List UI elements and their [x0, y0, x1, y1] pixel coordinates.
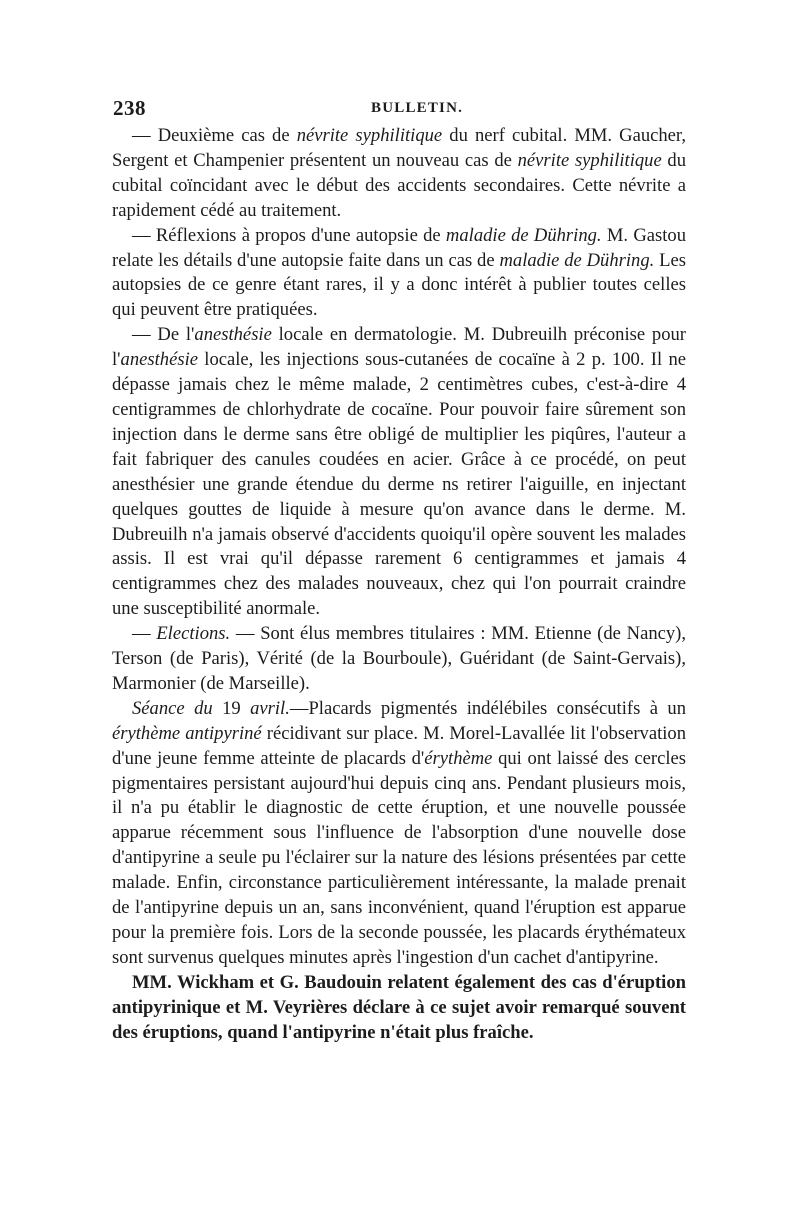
paragraph-maladie-de-duhring — [112, 224, 686, 324]
italic-term: érythème antipyriné — [112, 722, 262, 744]
italic-term: anesthésie — [194, 324, 272, 346]
paragraph-elections — [112, 622, 686, 697]
italic-term: névrite syphilitique — [517, 149, 662, 171]
italic-term: anesthésie — [120, 349, 198, 371]
page-number: 238 — [113, 96, 146, 120]
text-run: locale en dermatologie. M. Dubreuilh préconise pour l' — [112, 324, 686, 371]
page-header — [113, 96, 685, 122]
text-run: 19 — [212, 697, 251, 719]
italic-term: maladie de Dühring. — [499, 249, 655, 271]
paragraph-nevrite-syphilitique — [112, 124, 686, 224]
paragraph-seance-19-avril — [112, 697, 686, 971]
italic-term: avril. — [250, 697, 290, 719]
text-run: MM. Wickham et G. Baudouin relatent également des cas d'éruption antipyrinique et M. Veyrières déclare à ce sujet avoir remarqué souvent des éruptions, quand l'antipyrine n'était plus fraîche. — [112, 971, 686, 1043]
paragraph-anesthesie-locale — [112, 323, 686, 622]
text-run: —Placards pigmentés indélébiles consécutifs à un — [289, 697, 686, 719]
italic-term: érythème — [424, 747, 493, 769]
text-run: locale, les injections sous-cutanées de cocaïne à 2 p. 100. Il ne dépasse jamais chez le même malade, 2 centimètres cubes, c'est-à-dire 4 centigrammes de chlorhydrate de cocaïne. Pour pouvoir faire sûrement son injection dans le derme sans être obligé de multiplier les piqûres, l'auteur a fait fabriquer des canules coudées en acier. Grâce à ce procédé, on peut anesthésier une grande étendue du derme ns retirer l'aiguille, en injectant quelques gouttes de liquide à mesure qu'on avance dans le derme. M. Dubreuilh n'a jamais observé d'accidents quoiqu'il opère souvent les malades assis. Il est vrai qu'il dépasse rarement 6 centigrammes et jamais 4 centigrammes chez des malades nouveaux, chez qui l'on pourrait craindre une susceptibilité anormale. — [112, 349, 686, 620]
paragraph-wickham-baudouin — [112, 971, 686, 1046]
text-run: — Deuxième cas de — [132, 125, 297, 146]
text-run: M. Gastou relate les détails d'une autopsie faite dans un cas de — [112, 224, 686, 271]
italic-term: Elections. — [156, 623, 231, 645]
italic-term: névrite syphilitique — [296, 125, 443, 146]
italic-term: maladie de Dühring. — [445, 224, 602, 246]
text-run: — — [132, 623, 157, 645]
page-body — [112, 124, 686, 1046]
text-run: — Réflexions à propos d'une autopsie de — [132, 224, 446, 246]
text-run: du cubital coïncidant avec le début des accidents secondaires. Cette névrite a rapidement cédé au traitement. — [112, 149, 687, 221]
running-head: BULLETIN. — [371, 100, 464, 116]
text-run: — Sont élus membres titulaires : MM. Etienne (de Nancy), Terson (de Paris), Vérité (de la Bourboule), Guéridant (de Saint-Gervais), Marmonier (de Marseille). — [112, 623, 687, 694]
text-run: — De l' — [132, 324, 195, 346]
text-run: Les autopsies de ce genre étant rares, il y a donc intérêt à publier toutes celles qui peuvent être pratiquées. — [112, 249, 686, 321]
text-run: qui ont laissé des cercles pigmentaires persistant aujourd'hui depuis cinq ans. Pendant plusieurs mois, il n'a pu établir le diagnostic de cette éruption, et une nouvelle poussée apparue récemment sous l'influence de l'absorption d'une nouvelle dose d'antipyrine a seule pu l'éclairer sur la nature des lésions présentées par cette malade. Enfin, circonstance particulièrement intéressante, la malade prenait de l'antipyrine depuis un an, sans inconvénient, quand l'éruption est apparue pour la première fois. Lors de la seconde poussée, les placards érythémateux sont survenus quelques minutes après l'ingestion d'un cachet d'antipyrine. — [112, 747, 686, 968]
text-run: récidivant sur place. M. Morel-Lavallée lit l'observation d'une jeune femme atteinte de placards d' — [112, 722, 687, 769]
italic-term: Séance du — [132, 697, 213, 719]
text-run: du nerf cubital. MM. Gaucher, Sergent et Champenier présentent un nouveau cas de — [112, 125, 687, 171]
